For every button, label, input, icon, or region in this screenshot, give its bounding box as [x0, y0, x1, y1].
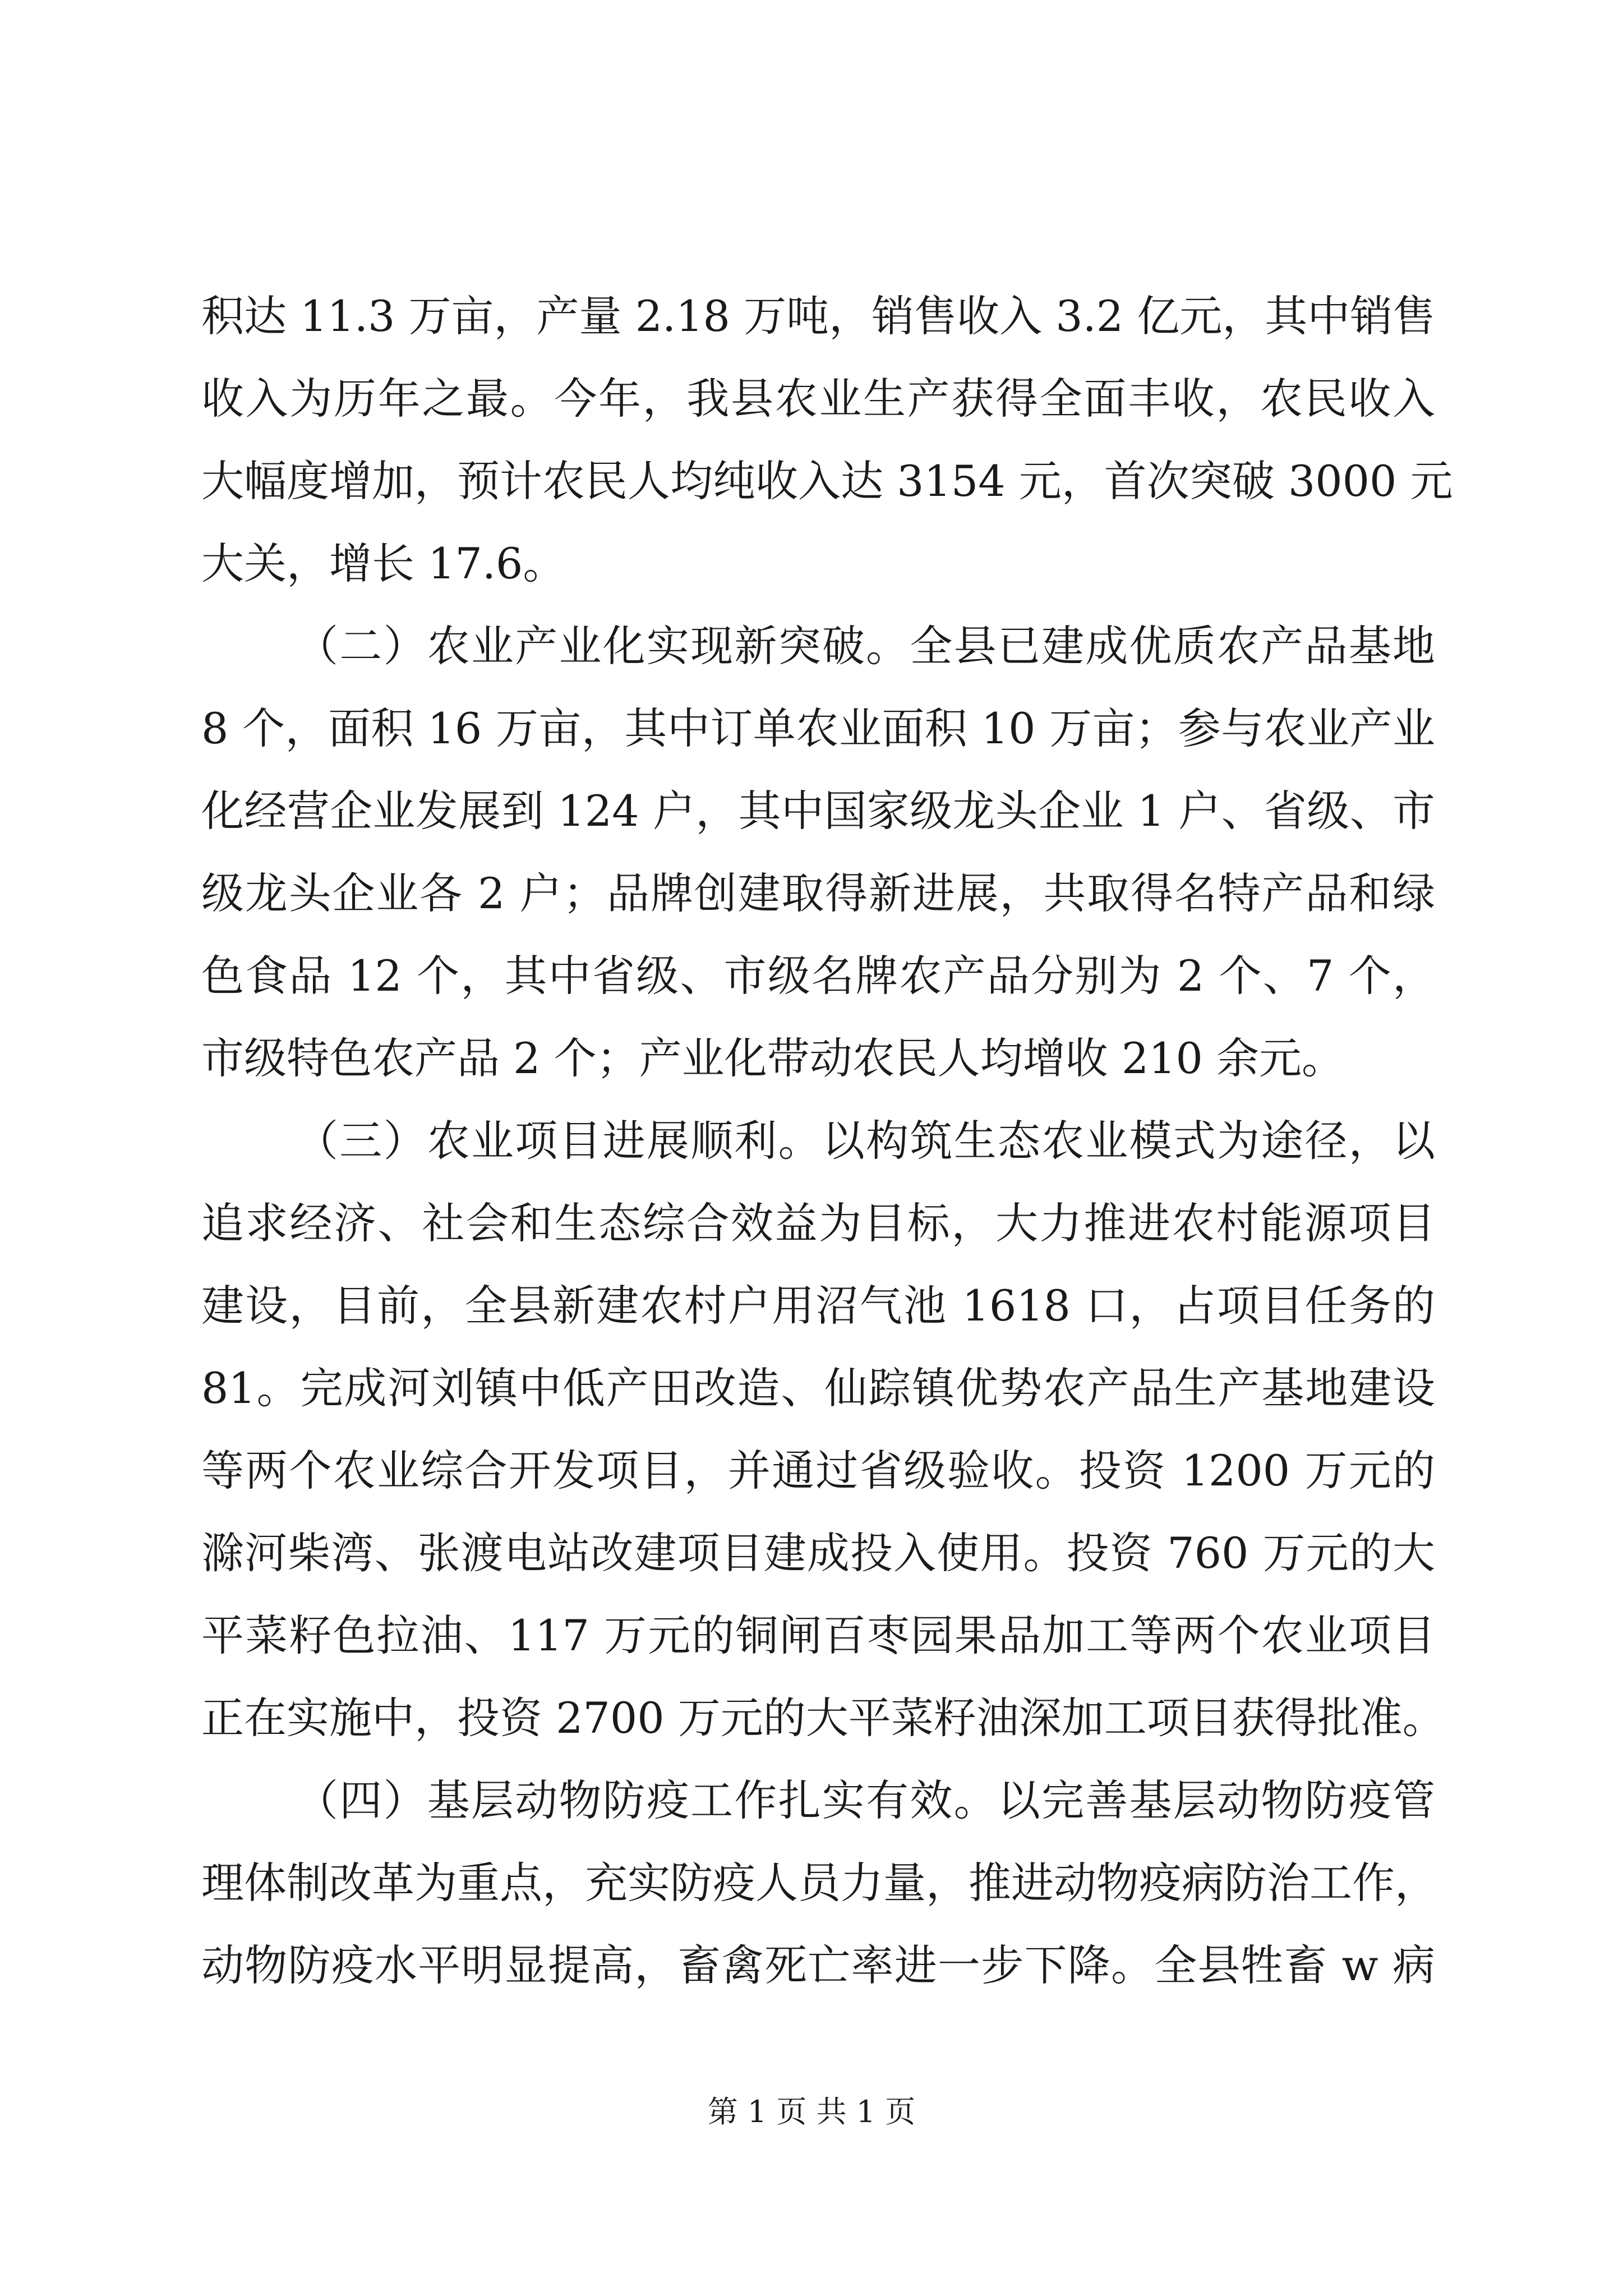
text-line: 色食品 12 个，其中省级、市级名牌农产品分别为 2 个、7 个，: [201, 951, 1435, 1001]
paragraph-start-line: （三）农业项目进展顺利。以构筑生态农业模式为途径，以: [296, 1116, 1435, 1166]
paragraph-start-line: （四）基层动物防疫工作扎实有效。以完善基层动物防疫管: [296, 1775, 1435, 1825]
text-line: 滁河柴湾、张渡电站改建项目建成投入使用。投资 760 万元的大: [201, 1528, 1435, 1578]
text-line: 追求经济、社会和生态综合效益为目标，大力推进农村能源项目: [201, 1198, 1435, 1248]
text-line: 收入为历年之最。今年，我县农业生产获得全面丰收，农民收入: [201, 374, 1435, 424]
text-line: 动物防疫水平明显提高，畜禽死亡率进一步下降。全县牲畜 w 病: [201, 1940, 1435, 1990]
text-line: 等两个农业综合开发项目，并通过省级验收。投资 1200 万元的: [201, 1446, 1435, 1496]
text-line: 建设，目前，全县新建农村户用沼气池 1618 口，占项目任务的: [201, 1281, 1435, 1331]
text-line: 化经营企业发展到 124 户，其中国家级龙头企业 1 户、省级、市: [201, 786, 1435, 836]
text-line: 正在实施中，投资 2700 万元的大平菜籽油深加工项目获得批准。: [201, 1693, 1445, 1743]
text-line: 大关，增长 17.6。: [201, 539, 566, 588]
document-body: [201, 275, 1453, 2007]
paragraph-start-line: （二）农业产业化实现新突破。全县已建成优质农产品基地: [296, 621, 1435, 671]
page-number-footer: 第 1 页 共 1 页: [707, 2094, 916, 2129]
text-line: 平菜籽色拉油、117 万元的铜闸百枣园果品加工等两个农业项目: [201, 1611, 1435, 1660]
text-line: 理体制改革为重点，充实防疫人员力量，推进动物疫病防治工作，: [201, 1858, 1437, 1908]
text-line: 级龙头企业各 2 户；品牌创建取得新进展，共取得名特产品和绿: [201, 868, 1435, 918]
text-line: 81。完成河刘镇中低产田改造、仙踪镇优势农产品生产基地建设: [201, 1363, 1435, 1413]
text-line: 8 个，面积 16 万亩，其中订单农业面积 10 万亩；参与农业产业: [201, 703, 1435, 753]
text-line: 大幅度增加，预计农民人均纯收入达 3154 元，首次突破 3000 元: [201, 456, 1453, 506]
text-line: 积达 11.3 万亩，产量 2.18 万吨，销售收入 3.2 亿元，其中销售: [201, 291, 1436, 341]
text-line: 市级特色农产品 2 个；产业化带动农民人均增收 210 余元。: [201, 1033, 1345, 1083]
